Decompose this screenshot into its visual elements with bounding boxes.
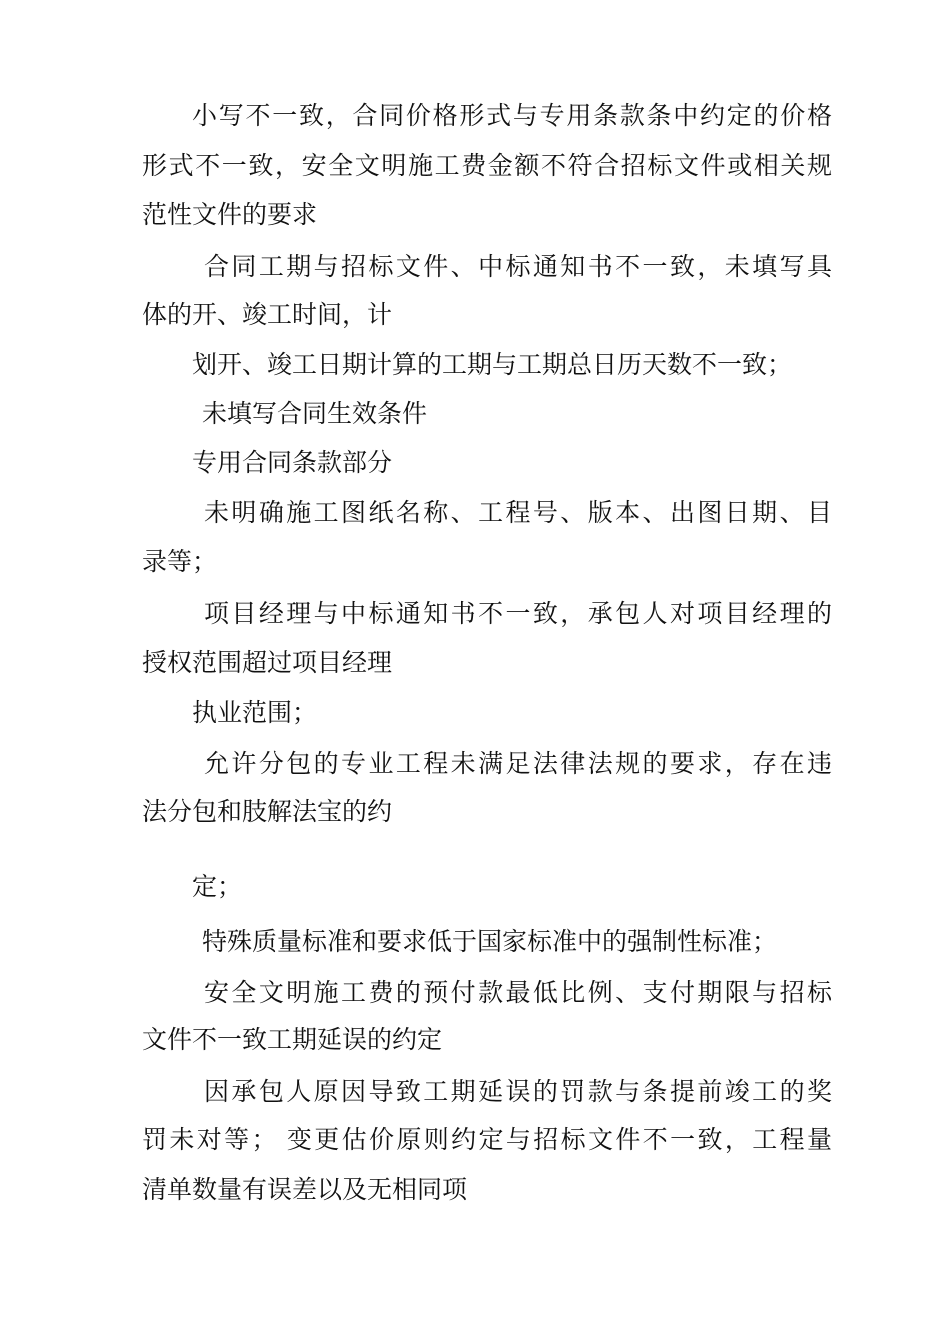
paragraph-line: 范性文件的要求 — [142, 200, 318, 229]
paragraph-line: 未填写合同生效条件 — [202, 399, 428, 428]
paragraph-line: 体的开、竣工时间，计 — [142, 300, 393, 329]
paragraph-line: 小写不一致，合同价格形式与专用条款条中约定的价格 — [192, 101, 832, 130]
paragraph-line: 划开、竣工日期计算的工期与工期总日历天数不一致； — [192, 350, 793, 379]
paragraph-line: 法分包和肢解法宝的约 — [142, 797, 393, 826]
section-heading: 专用合同条款部分 — [192, 448, 393, 477]
paragraph-line: 因承包人原因导致工期延误的罚款与条提前竣工的奖 — [204, 1077, 832, 1106]
paragraph-line: 录等； — [142, 547, 218, 576]
paragraph-line: 安全文明施工费的预付款最低比例、支付期限与招标 — [204, 978, 832, 1007]
paragraph-line: 合同工期与招标文件、中标通知书不一致，未填写具 — [204, 252, 832, 281]
paragraph-line: 文件不一致工期延误的约定 — [142, 1025, 443, 1054]
paragraph-line: 项目经理与中标通知书不一致，承包人对项目经理的 — [204, 599, 832, 628]
paragraph-line: 允许分包的专业工程未满足法律法规的要求，存在违 — [204, 749, 832, 778]
paragraph-line: 特殊质量标准和要求低于国家标准中的强制性标准； — [202, 927, 778, 956]
paragraph-line: 执业范围； — [192, 698, 318, 727]
paragraph-line: 定； — [192, 872, 243, 901]
paragraph-line: 未明确施工图纸名称、工程号、版本、出图日期、目 — [204, 498, 832, 527]
paragraph-line: 形式不一致，安全文明施工费金额不符合招标文件或相关规 — [142, 151, 832, 180]
paragraph-line: 授权范围超过项目经理 — [142, 648, 393, 677]
paragraph-line: 罚未对等； 变更估价原则约定与招标文件不一致，工程量 — [142, 1125, 832, 1154]
paragraph-line: 清单数量有误差以及无相同项 — [142, 1175, 468, 1204]
